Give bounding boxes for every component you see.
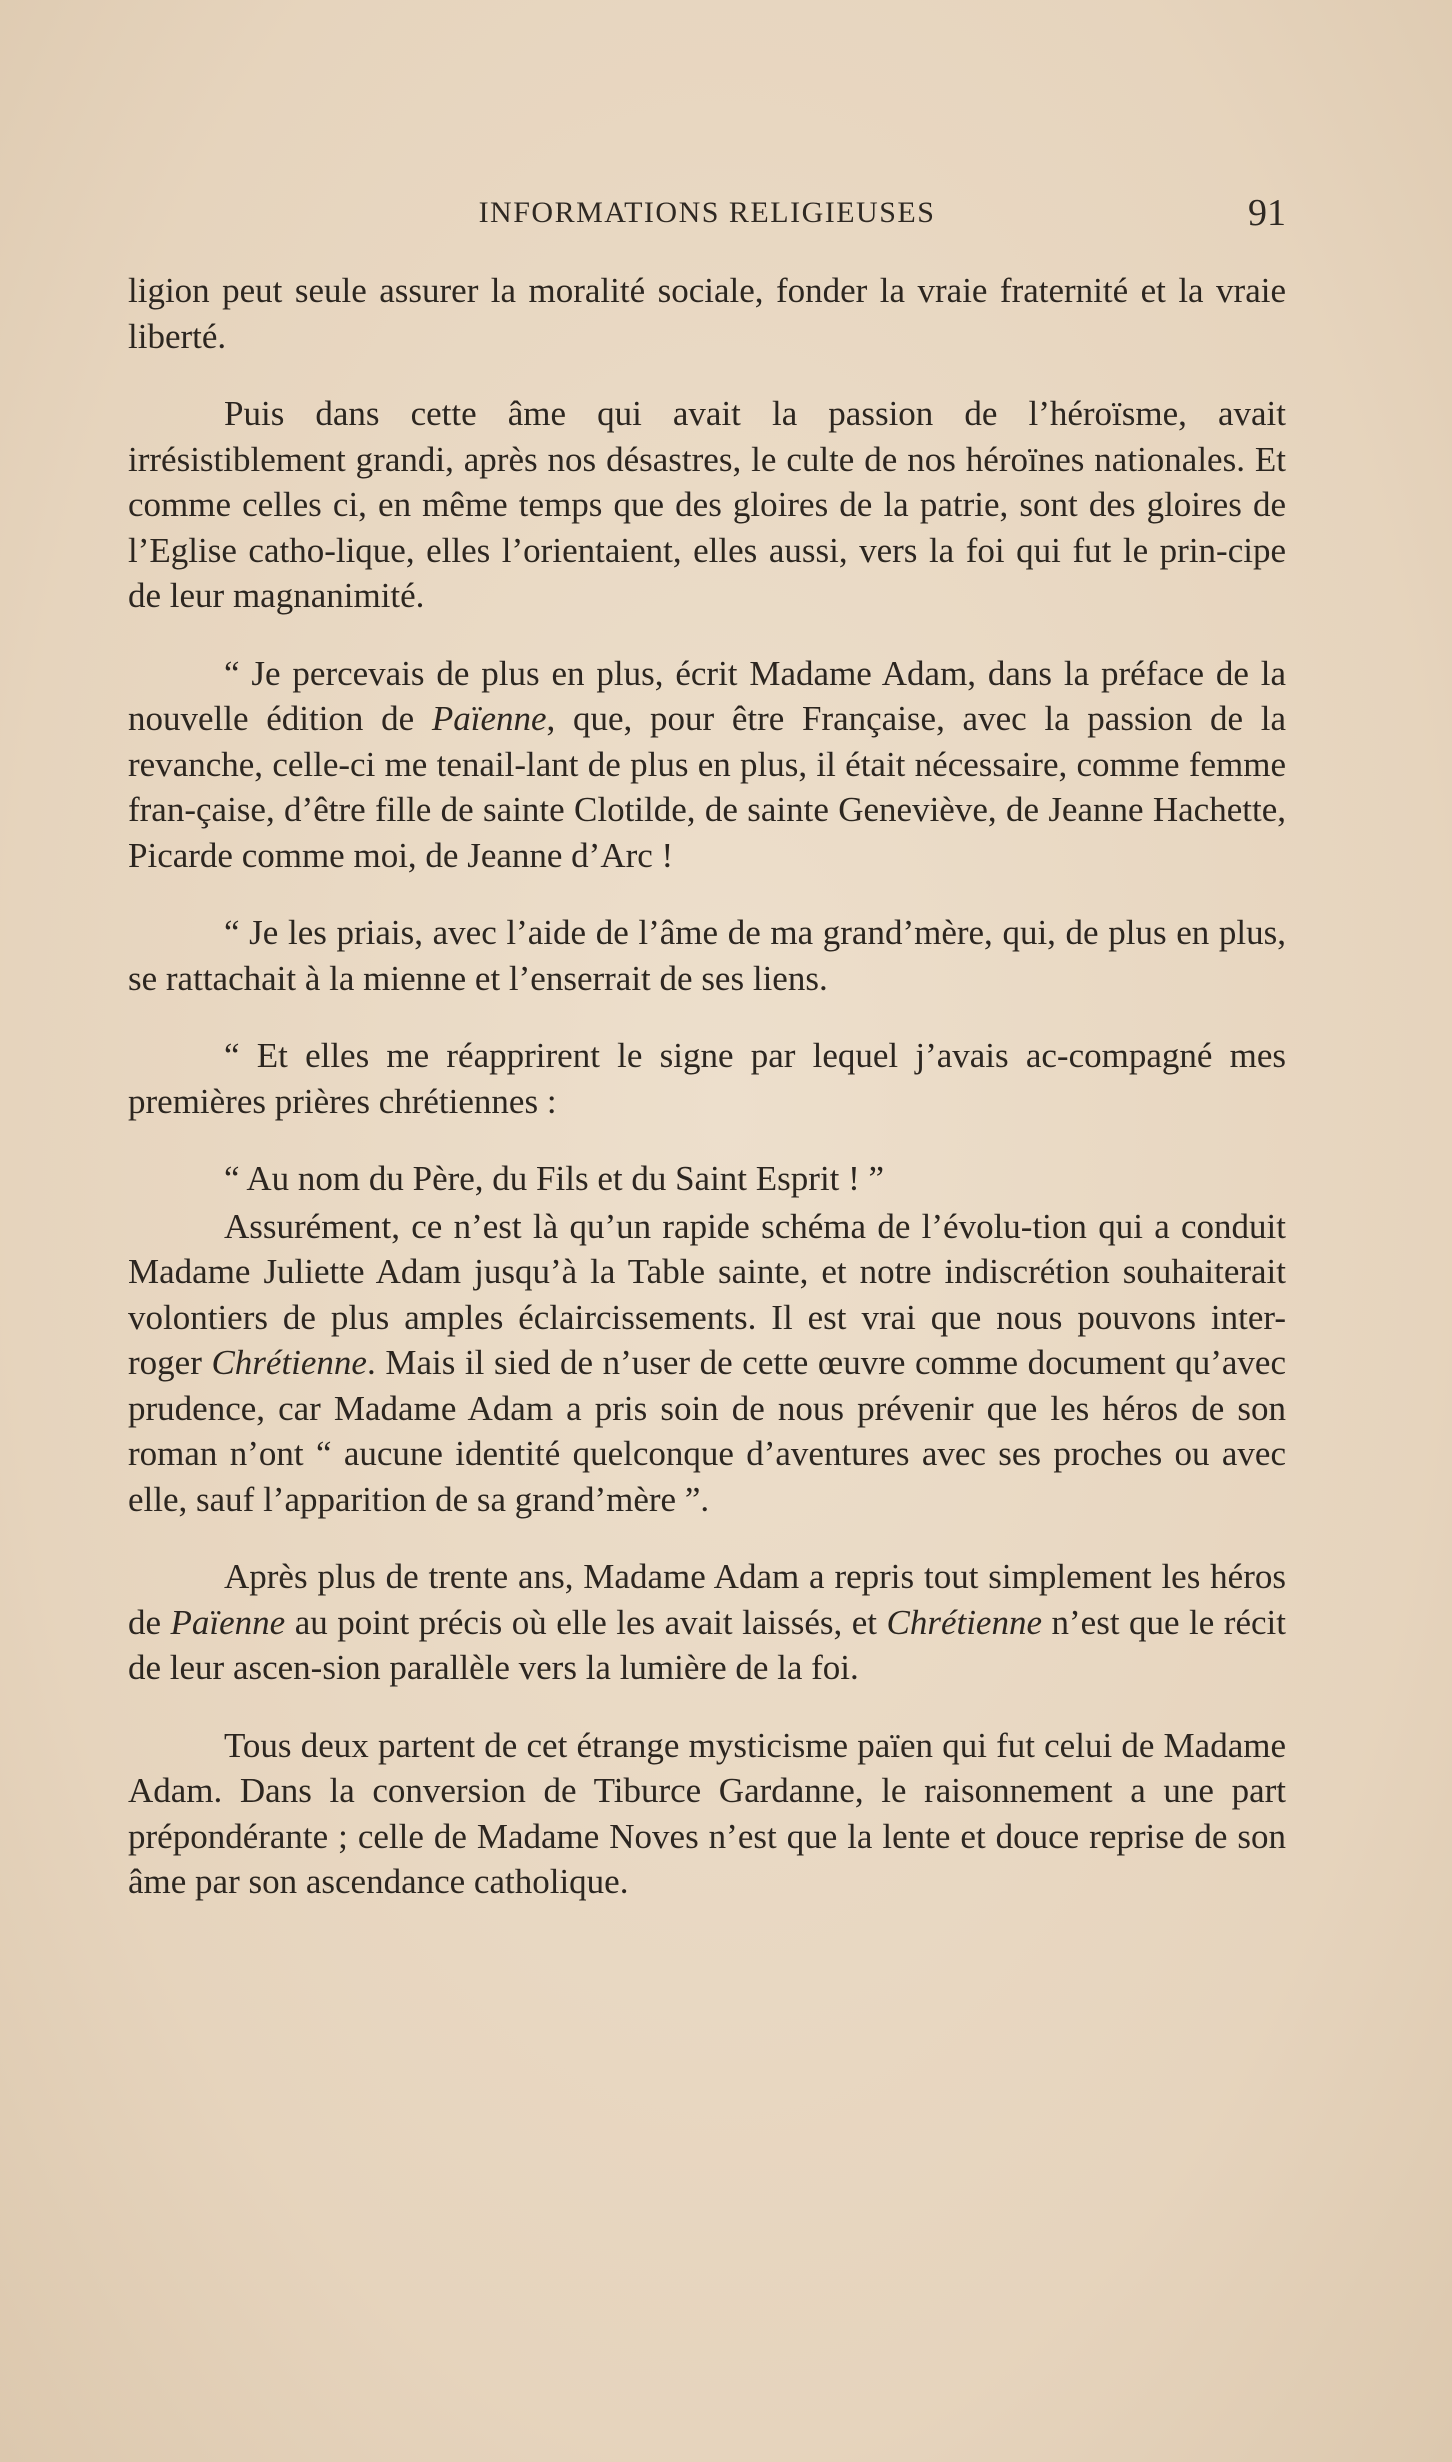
paragraph-9: [128, 1723, 1286, 1905]
book-title-paienne: Païenne: [431, 699, 547, 738]
paragraph-7: [128, 1204, 1286, 1523]
running-head-title: INFORMATIONS RELIGIEUSES: [478, 196, 936, 229]
paragraph-6-quote: [128, 1156, 1286, 1202]
paragraph-5-quote: [128, 1033, 1286, 1124]
paragraph-text: . Mais il sied de n’user de cette œuvre comme document qu’avec prudence, car Madame Adam a pris soin de nous prévenir que les héros de son roman n’ont “ aucune identité quelconque d’aventures avec ses proches ou avec elle, sauf l’apparition de sa grand’mère ”.: [128, 1343, 1286, 1519]
paragraph-text: au point précis où elle les avait laissés, et: [285, 1602, 887, 1642]
paragraph-text: “ Au nom du Père, du Fils et du Saint Esprit ! ”: [224, 1159, 885, 1198]
book-title-chretienne: Chrétienne: [211, 1343, 367, 1382]
paragraph-text: “ Et elles me réapprirent le signe par lequel j’avais ac-compagné mes premières prières chrétiennes :: [128, 1036, 1286, 1121]
paragraph-3-quote: [128, 651, 1286, 879]
paragraph-2: [128, 391, 1286, 619]
paragraph-8: [128, 1554, 1286, 1691]
paragraph-text: Assurément, ce n’est là qu’un rapide schéma de l’évolu-tion qui a conduit Madame Juliette Adam jusqu’à la Table sainte, et notre indiscrétion souhaiterait volontiers de plus amples éclaircissements. Il est vrai que nous pouvons inter-roger: [128, 1206, 1286, 1382]
paragraph-text: Tous deux partent de cet étrange mysticisme païen qui fut celui de Madame Adam. Dans la conversion de Tiburce Gardanne, le raisonnement a une part prépondérante ; celle de Madame Noves n’est que la lente et douce reprise de son âme par son ascendance catholique.: [128, 1725, 1286, 1901]
book-title-paienne: Païenne: [170, 1602, 286, 1642]
paragraph-4-quote: [128, 910, 1286, 1001]
page-number: 91: [1248, 192, 1286, 234]
paragraph-1: [128, 268, 1286, 359]
paragraph-text: n’est que le récit de leur ascen-sion parallèle vers la lumière de la foi.: [128, 1602, 1286, 1687]
paragraph-text: ligion peut seule assurer la moralité sociale, fonder la vraie fraternité et la vraie liberté.: [128, 271, 1286, 356]
running-head: [128, 188, 1286, 238]
paragraph-text: Après plus de trente ans, Madame Adam a repris tout simplement les héros de: [128, 1557, 1286, 1642]
paragraph-text: Puis dans cette âme qui avait la passion de l’héroïsme, avait irrésistiblement grandi, après nos désastres, le culte de nos héroïnes nationales. Et comme celles ci, en même temps que des gloires de la patrie, sont des gloires de l’Eglise catho-lique, elles l’orientaient, elles aussi, vers la foi qui fut le prin-cipe de leur magnanimité.: [128, 394, 1286, 615]
book-title-chretienne: Chrétienne: [886, 1602, 1043, 1642]
paragraph-text: “ Je percevais de plus en plus, écrit Madame Adam, dans la préface de la nouvelle édition de: [128, 653, 1286, 738]
paragraph-text: , que, pour être Française, avec la passion de la revanche, celle-ci me tenail-lant de plus en plus, il était nécessaire, comme femme fran-çaise, d’être fille de sainte Clotilde, de sainte Geneviève, de Jeanne Hachette, Picarde comme moi, de Jeanne d’Arc !: [128, 699, 1286, 875]
paragraph-text: “ Je les priais, avec l’aide de l’âme de ma grand’mère, qui, de plus en plus, se rattachait à la mienne et l’enserrait de ses liens.: [128, 913, 1286, 998]
body-text: [128, 268, 1286, 1937]
